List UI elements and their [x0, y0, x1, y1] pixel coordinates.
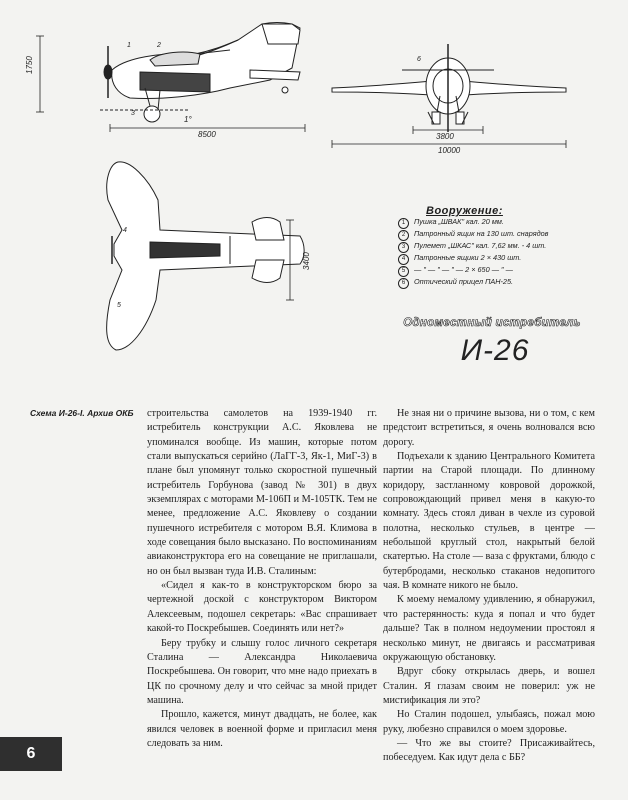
callout-1: 1 [127, 42, 131, 49]
front-inner-dim: 3800 [436, 132, 454, 141]
side-height-dim: 1750 [25, 56, 34, 74]
figure-caption: Схема И-26-I. Архив ОКБ [30, 408, 134, 418]
side-angle-dim: 1° [184, 115, 192, 124]
paragraph: Но Сталин подошел, улыбаясь, пожал мою руку, любезно справился о моем здоровье. [383, 709, 595, 735]
armament-item: 5 — ″ — ″ — ″ — 2 × 650 — ″ — [398, 265, 598, 277]
front-span-dim: 10000 [438, 146, 461, 155]
armament-item: 3 Пулемет „ШКАС" кал. 7,62 мм. - 4 шт. [398, 241, 598, 253]
armament-item: 1 Пушка „ШВАК" кал. 20 мм. [398, 217, 598, 229]
paragraph: Подъехали к зданию Центрального Комитета партии на Старой площади. По длинному коридору, застланному ковровой дорожкой, сопровождающий привел меня в какую-то комнату. Здесь стоял диван в чехле из суровой полотна, несколько стульев, в центре — небольшой круглый стол, накрытый белой скатертью. На столе — ваза с фруктами, блюдо с бутербродами, несколько стаканов недопитого чая. В комнате никого не было. [383, 451, 595, 592]
callout-6: 6 [417, 56, 421, 63]
paragraph: строительства самолетов на 1939-1940 гг. истребитель конструкции А.С. Яковлева не упоминался вообще. Из машин, которые потом стали выпускаться серийно (ЛаГГ-3, Як-1, МиГ-3) в плане был упомянут только скоростной пушечный истребитель Горбунова (завод № 301) в двух экземплярах с моторами М-106П и М-105ТК. Тем не менее, предложение А.С. Яковлеву о создании пушечного истребителя с мотором В.Я. Климова в ходе совещания было высказано. По воспоминаниям авиаконструктора его на совещание не приглашали, но он был вызван туда И.В. Сталиным: [147, 408, 377, 577]
paragraph: — Что же вы стоите? Присаживайтесь, побеседуем. Как идут дела с ББ? [383, 737, 595, 764]
paragraph: Прошло, кажется, минут двадцать, не более, как явился человек в военной форме и пригласил меня следовать за ним. [147, 709, 377, 749]
side-length-dim: 8500 [198, 130, 216, 139]
callout-3: 3 [131, 110, 135, 117]
paragraph: «Сидел я как-то в конструкторском бюро за чертежной доской с конструктором Виктором Алексеевым, подошел секретарь: «Вас спрашивает какой-то Поскребышев. Соединять или нет?» [147, 580, 377, 635]
front-view [332, 44, 566, 132]
page-number: 6 [0, 737, 62, 771]
top-height-dim: 3400 [302, 252, 311, 270]
text-column-right [383, 407, 595, 766]
armament-item: 6 Оптический прицел ПАН-25. [398, 277, 598, 289]
armament-item: 4 Патронные ящики 2 × 430 шт. [398, 253, 598, 265]
paragraph: К моему немалому удивлению, я обнаружил, что растерянность: куда я попал и что будет дальше? Так в полном недоумении простоял я несколько минут, не двигаясь и рассматривая окружающую обстановку. [383, 594, 595, 663]
paragraph: Не зная ни о причине вызова, ни о том, с кем предстоит встретиться, я очень волновался всю дорогу. [383, 408, 595, 448]
armament-title: Вооружение: [426, 205, 503, 217]
top-view [107, 162, 305, 350]
text-column-left [147, 407, 377, 751]
aircraft-title: И-26 [460, 334, 530, 367]
callout-5: 5 [117, 302, 121, 309]
aircraft-subtitle: Одноместный истребитель [403, 317, 581, 329]
callout-2: 2 [157, 42, 161, 49]
armament-item: 2 Патронный ящик на 130 шт. снарядов [398, 229, 598, 241]
paragraph: Беру трубку и слышу голос личного секретаря Сталина — Александра Николаевича Поскребышева. Он говорит, что мне надо приехать в ЦК по срочному делу и что сейчас за мной придет машина. [147, 637, 377, 706]
side-view [100, 23, 300, 123]
callout-4: 4 [123, 227, 127, 234]
armament-legend [398, 205, 598, 289]
paragraph: Вдруг сбоку открылась дверь, и вошел Сталин. Я глазам своим не поверил: уж не мистификация ли это? [383, 666, 595, 706]
